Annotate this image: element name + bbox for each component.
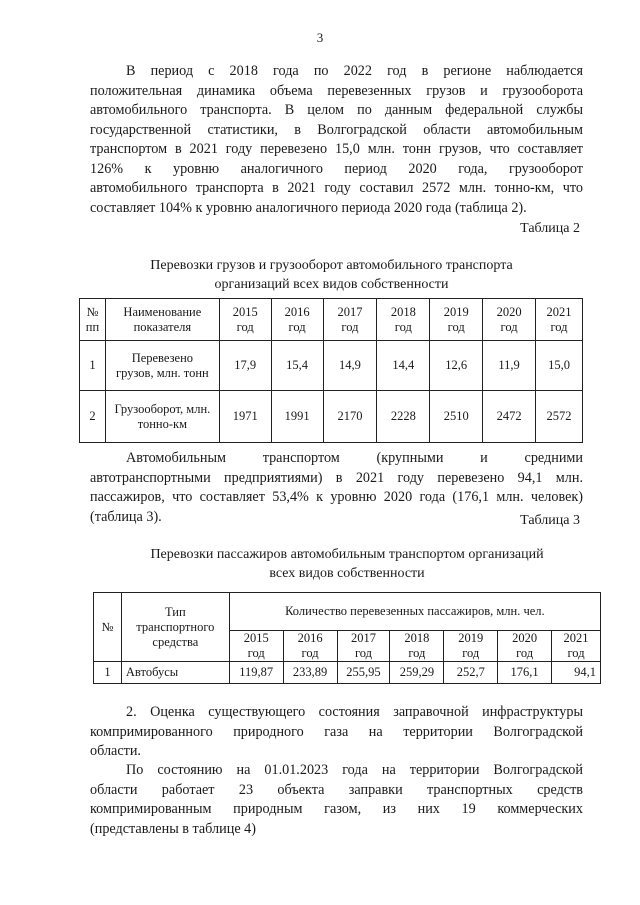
table2-caption: Таблица 2 [520,221,580,236]
row-name: Грузооборот, млн. тонно-км [105,391,219,443]
cell-value: 2572 [536,391,583,443]
section2-line: 2. Оценка существующего состояния заправочной инфраструктуры [126,704,583,720]
cell-value: 11,9 [483,341,536,391]
table2-header-row [80,299,583,341]
intro-line: государственной статистики, в Волгоградской области автомобильным [90,121,583,138]
cell-value: 14,9 [323,341,377,391]
cell-value: 259,29 [390,662,444,684]
header-year: 2018 год [390,631,444,662]
passengers-line: (таблица 3). [90,508,162,525]
stations-line: По состоянию на 01.01.2023 года на территории Волгоградской [126,762,583,778]
table3-header-row [94,593,601,631]
header-group: Количество перевезенных пассажиров, млн. чел. [229,593,600,631]
table3-title-line: всех видов собственности [269,566,425,581]
row-name: Перевезено грузов, млн. тонн [105,341,219,391]
cell-value: 94,1 [552,662,601,684]
row-num: 1 [80,341,106,391]
stations-line: компримированным природным газом, из них 19 коммерческих [90,801,583,817]
cell-value: 14,4 [377,341,430,391]
passengers-table [93,592,601,684]
header-year: 2021 год [536,299,583,341]
passengers-line: Автомобильным транспортом (крупными и средними [126,450,583,466]
section2-line: компримированного природного газа на территории Волгоградской [90,723,583,740]
header-year: 2019 год [430,299,483,341]
cell-value: 233,89 [283,662,337,684]
cell-value: 17,9 [219,341,271,391]
table3-title-line: Перевозки пассажиров автомобильным транспортом организаций [150,547,544,562]
intro-line: составляет 104% к уровню аналогичного периода 2020 года (таблица 2). [90,199,527,216]
intro-line: 126% к уровню аналогичного период 2020 года, грузооборот [90,160,583,177]
header-year: 2021 год [552,631,601,662]
header-year: 2020 год [498,631,552,662]
stations-paragraph [90,761,583,839]
header-year: 2017 год [323,299,377,341]
intro-line: автомобильного транспорта. В целом по данным федеральной службы [90,102,583,118]
row-type: Автобусы [121,662,229,684]
cell-value: 2170 [323,391,377,443]
header-year: 2016 год [283,631,337,662]
header-year: 2017 год [337,631,390,662]
passengers-line: автотранспортными предприятиями) в 2021 году перевезено 94,1 млн. [90,469,583,486]
table-row [80,341,583,391]
header-num: № пп [80,299,106,341]
header-type: Тип транспортного средства [121,593,229,662]
header-year: 2015 год [219,299,271,341]
row-num: 1 [94,662,122,684]
cell-value: 2472 [483,391,536,443]
header-year: 2015 год [229,631,283,662]
cell-value: 2510 [430,391,483,443]
section2-line: области. [90,743,141,759]
cell-value: 1971 [219,391,271,443]
table2-title-line: организаций всех видов собственности [214,277,449,292]
table2-title-line: Перевозки грузов и грузооборот автомобильного транспорта [150,258,513,273]
cell-value: 2228 [377,391,430,443]
header-year: 2020 год [483,299,536,341]
intro-line: транспортом в 2021 году перевезено 15,0 млн. тонн грузов, что составляет [90,141,583,157]
passengers-paragraph [90,449,583,527]
cell-value: 15,4 [271,341,323,391]
cell-value: 176,1 [498,662,552,684]
row-num: 2 [80,391,106,443]
table-row [80,391,583,443]
table3-title [93,545,601,583]
table-row [94,662,601,684]
cell-value: 119,87 [229,662,283,684]
table3-caption: Таблица 3 [520,513,580,528]
intro-line: положительная динамика объема перевезенных грузов и грузооборота [90,82,583,99]
header-name: Наименование показателя [105,299,219,341]
page-number: 3 [316,30,324,45]
cell-value: 12,6 [430,341,483,391]
cell-value: 15,0 [536,341,583,391]
cell-value: 1991 [271,391,323,443]
section2-paragraph [90,703,583,762]
header-num: № [94,593,122,662]
table2-title [80,256,583,294]
intro-line: автомобильного транспорта в 2021 году составил 2572 млн. тонно-км, что [90,180,583,196]
cell-value: 252,7 [444,662,498,684]
stations-line: области работает 23 объекта заправки транспортных средств [90,781,583,798]
passengers-line: пассажиров, что составляет 53,4% к уровню 2020 года (176,1 млн. человек) [90,489,583,505]
stations-line: (представлены в таблице 4) [90,820,256,837]
cell-value: 255,95 [337,662,390,684]
header-year: 2016 год [271,299,323,341]
intro-paragraph [90,62,583,218]
cargo-table [79,298,583,443]
header-year: 2019 год [444,631,498,662]
header-year: 2018 год [377,299,430,341]
intro-line: В период с 2018 года по 2022 год в регионе наблюдается [126,63,583,79]
